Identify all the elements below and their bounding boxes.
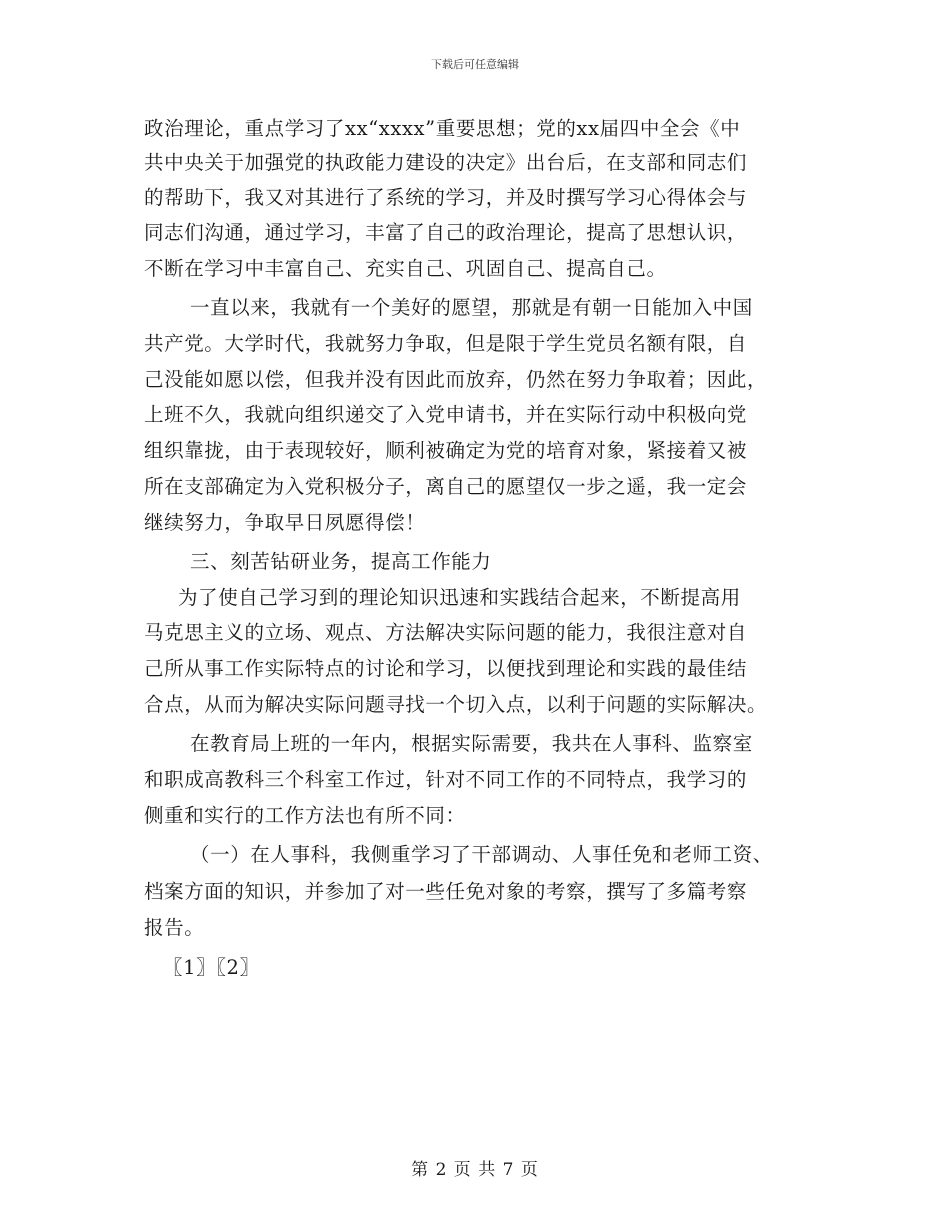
page-links[interactable]: 〖1〗〖2〗 (163, 956, 260, 979)
body-line: 继续努力，争取早日夙愿得偿！ (144, 511, 426, 534)
body-line: 和职成高教科三个科室工作过，针对不同工作的不同特点，我学习的 (144, 768, 748, 791)
body-line: 组织靠拢，由于表现较好，顺利被确定为党的培育对象，紧接着又被 (144, 439, 748, 462)
body-line: 上班不久，我就向组织递交了入党申请书，并在实际行动中积极向党 (144, 403, 748, 426)
body-line: 共产党。大学时代，我就努力争取，但是限于学生党员名额有限，自 (144, 332, 748, 355)
body-line: 报告。 (144, 916, 205, 939)
body-line: 合点，从而为解决实际问题寻找一个切入点，以利于问题的实际解决。 (144, 693, 768, 716)
body-line: 己没能如愿以偿，但我并没有因此而放弃，仍然在努力争取着；因此， (144, 368, 768, 391)
body-line: （一）在人事科，我侧重学习了干部调动、人事任免和老师工资、 (190, 843, 773, 866)
body-line: 所在支部确定为入党积极分子，离自己的愿望仅一步之遥，我一定会 (144, 475, 748, 498)
body-line: 同志们沟通，通过学习，丰富了自己的政治理论，提高了思想认识， (144, 221, 748, 244)
body-line: 不断在学习中丰富自己、充实自己、巩固自己、提高自己。 (144, 257, 667, 280)
section-heading: 三、刻苦钻研业务，提高工作能力 (190, 550, 492, 573)
body-line: 己所从事工作实际特点的讨论和学习，以便找到理论和实践的最佳结 (144, 657, 748, 680)
body-line: 政治理论，重点学习了xx“xxxx”重要思想；党的xx届四中全会《中 (144, 117, 741, 140)
body-line: 一直以来，我就有一个美好的愿望，那就是有朝一日能加入中国 (190, 296, 753, 319)
body-line: 共中央关于加强党的执政能力建设的决定》出台后，在支部和同志们 (144, 151, 748, 174)
page-footer: 第 2 页 共 7 页 (411, 1160, 539, 1180)
body-line: 为了使自己学习到的理论知识迅速和实践结合起来，不断提高用 (178, 586, 741, 609)
body-line: 的帮助下，我又对其进行了系统的学习，并及时撰写学习心得体会与 (144, 186, 748, 209)
body-line: 档案方面的知识，并参加了对一些任免对象的考察，撰写了多篇考察 (144, 880, 748, 903)
body-line: 在教育局上班的一年内，根据实际需要，我共在人事科、监察室 (190, 732, 753, 755)
body-line: 侧重和实行的工作方法也有所不同： (144, 804, 466, 827)
page-header: 下载后可任意编辑 (431, 58, 519, 71)
body-line: 马克思主义的立场、观点、方法解决实际问题的能力，我很注意对自 (144, 621, 748, 644)
